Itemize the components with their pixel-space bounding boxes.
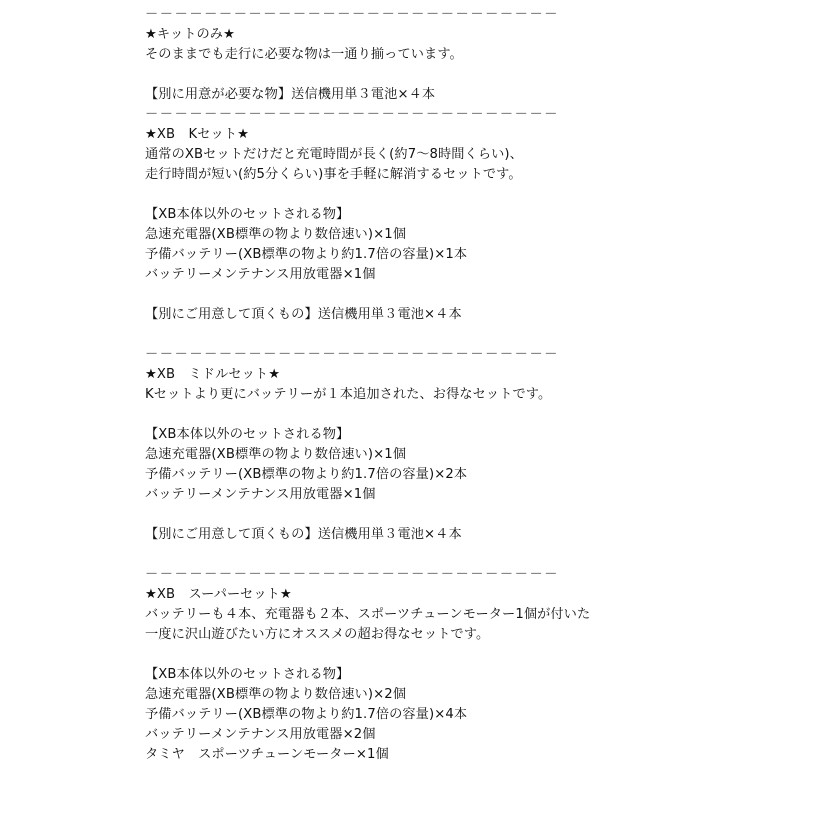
text-line: 急速充電器(XB標準の物より数倍速い)×1個 [145,227,407,242]
text-line: バッテリーメンテナンス用放電器×1個 [145,487,376,502]
text-line: 【別にご用意して頂くもの】送信機用単３電池×４本 [145,527,462,542]
divider-line: －－－－－－－－－－－－－－－－－－－－－－－－－－－－ [145,567,560,582]
blank-line [145,505,805,525]
text-line: そのままでも走行に必要な物は一通り揃っています。 [145,47,463,62]
text-line: 【別に用意が必要な物】送信機用単３電池×４本 [145,87,436,102]
divider-line: －－－－－－－－－－－－－－－－－－－－－－－－－－－－ [145,107,560,122]
text-line: 予備バッテリー(XB標準の物より約1.7倍の容量)×1本 [145,247,468,262]
divider-line: －－－－－－－－－－－－－－－－－－－－－－－－－－－－ [145,7,560,22]
blank-line [145,285,805,305]
text-line: バッテリーも４本、充電器も２本、スポーツチューンモーター1個が付いた [145,607,591,622]
text-line: 急速充電器(XB標準の物より数倍速い)×1個 [145,447,407,462]
text-line: 走行時間が短い(約5分くらい)事を手軽に解消するセットです。 [145,167,522,182]
product-description [145,5,805,765]
text-line: 一度に沢山遊びたい方にオススメの超お得なセットです。 [145,627,490,642]
text-line: 【XB本体以外のセットされる物】 [145,667,350,682]
blank-line [145,65,805,85]
blank-line [145,185,805,205]
text-line: バッテリーメンテナンス用放電器×2個 [145,727,376,742]
blank-line [145,405,805,425]
text-line: 【別にご用意して頂くもの】送信機用単３電池×４本 [145,307,462,322]
blank-line [145,545,805,565]
section-title-middle-set: ★XB ミドルセット★ [145,367,281,382]
section-title-k-set: ★XB Kセット★ [145,127,250,142]
blank-line [145,325,805,345]
text-line: 通常のXBセットだけだと充電時間が長く(約7～8時間くらい)、 [145,147,523,162]
section-title-super-set: ★XB スーパーセット★ [145,587,292,602]
text-line: 急速充電器(XB標準の物より数倍速い)×2個 [145,687,407,702]
divider-line: －－－－－－－－－－－－－－－－－－－－－－－－－－－－ [145,347,560,362]
text-line: 【XB本体以外のセットされる物】 [145,207,350,222]
text-line: タミヤ スポーツチューンモーター×1個 [145,747,389,762]
text-line: 予備バッテリー(XB標準の物より約1.7倍の容量)×4本 [145,707,468,722]
section-title-kit-only: ★キットのみ★ [145,27,236,42]
text-line: 予備バッテリー(XB標準の物より約1.7倍の容量)×2本 [145,467,468,482]
blank-line [145,645,805,665]
text-line: バッテリーメンテナンス用放電器×1個 [145,267,376,282]
text-line: Kセットより更にバッテリーが１本追加された、お得なセットです。 [145,387,552,402]
text-line: 【XB本体以外のセットされる物】 [145,427,350,442]
